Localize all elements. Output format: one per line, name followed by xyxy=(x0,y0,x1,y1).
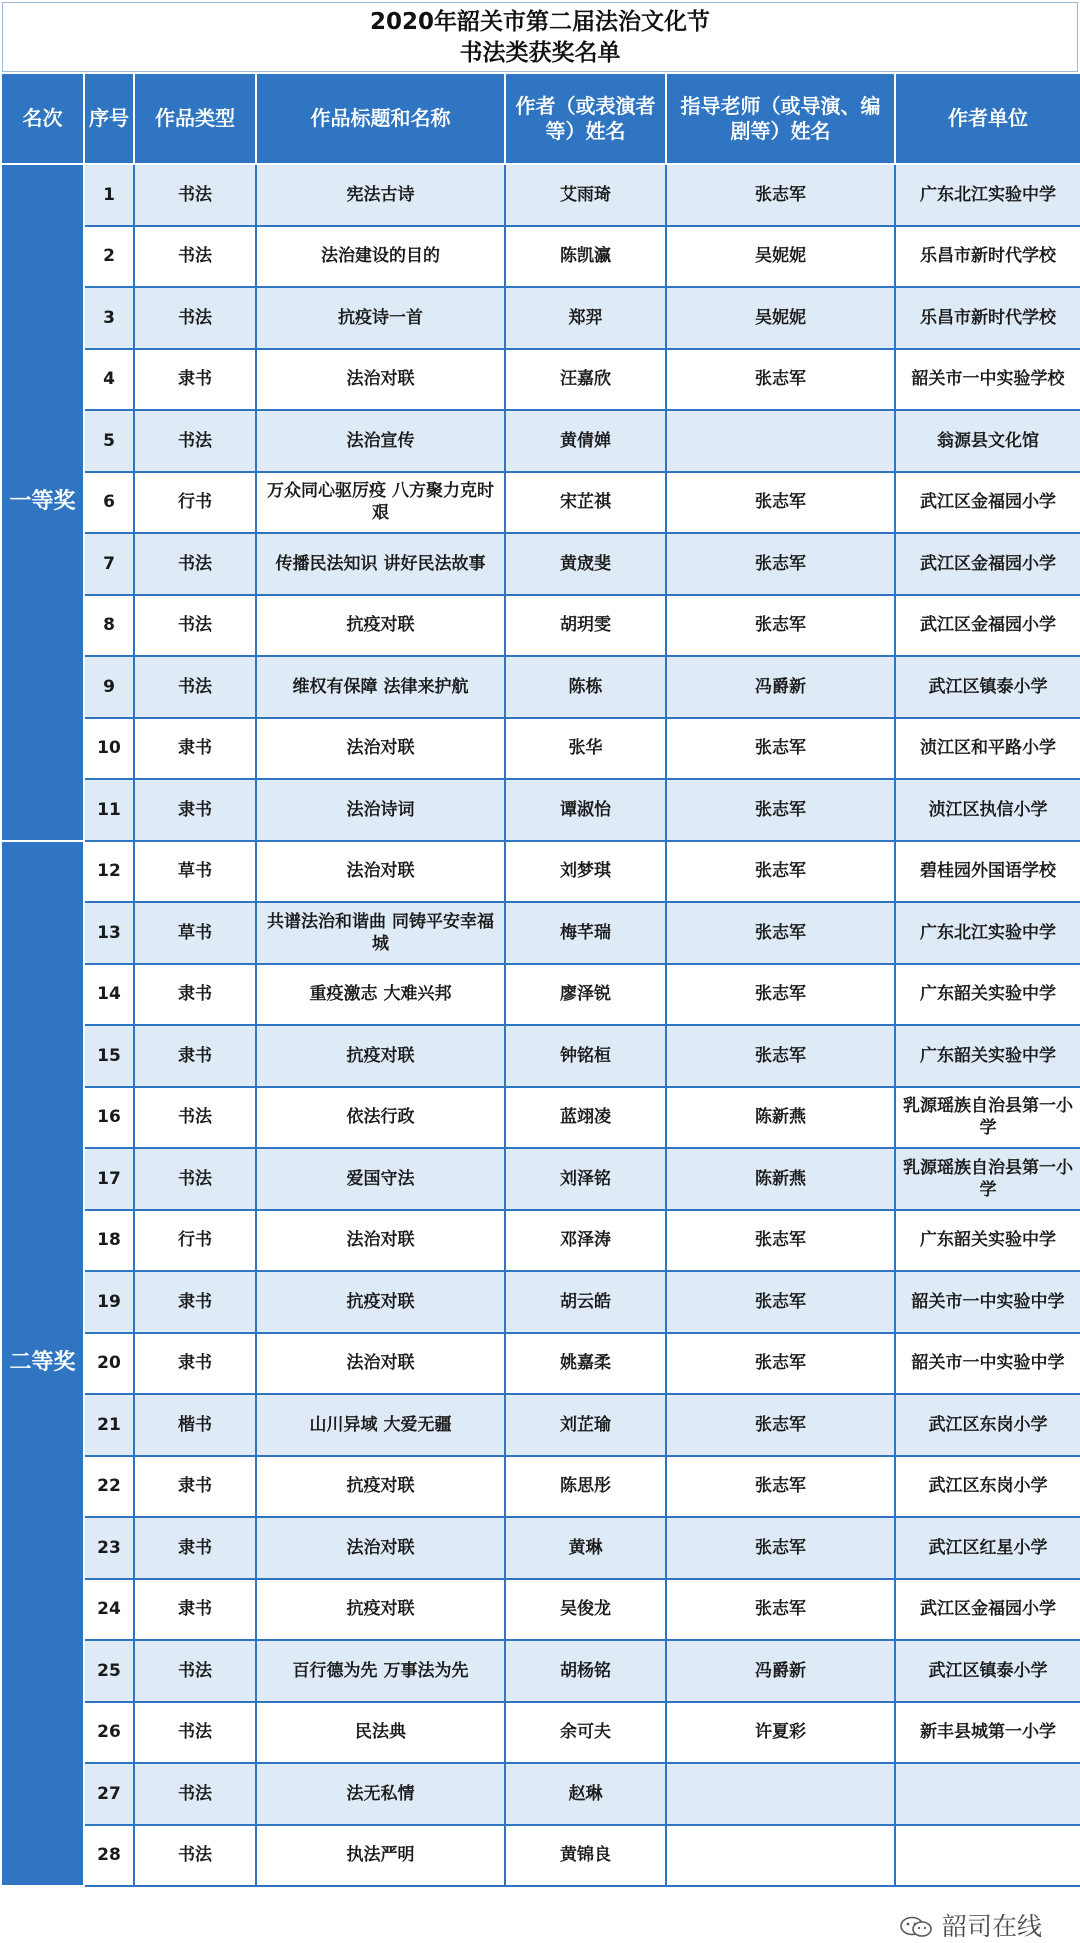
work-type-cell: 隶书 xyxy=(134,1456,256,1518)
work-title-cell: 法治宣传 xyxy=(256,410,505,472)
author-unit-cell: 韶关市一中实验中学 xyxy=(895,1271,1080,1333)
author-name-cell: 廖泽锐 xyxy=(505,964,666,1026)
work-title-cell: 重疫激志 大难兴邦 xyxy=(256,964,505,1026)
work-type-cell: 隶书 xyxy=(134,718,256,780)
title-box xyxy=(2,2,1078,72)
row-number-cell: 6 xyxy=(84,472,134,534)
author-name-cell: 蓝翊凌 xyxy=(505,1087,666,1149)
header-teacher: 指导老师（或导演、编剧等）姓名 xyxy=(666,73,895,164)
teacher-name-cell: 张志军 xyxy=(666,1456,895,1518)
author-name-cell: 谭淑怡 xyxy=(505,779,666,841)
header-type: 作品类型 xyxy=(134,73,256,164)
author-unit-cell: 武江区金福园小学 xyxy=(895,595,1080,657)
table-row xyxy=(1,1825,1080,1887)
table-row xyxy=(1,1394,1080,1456)
table-row xyxy=(1,164,1080,226)
author-unit-cell: 翁源县文化馆 xyxy=(895,410,1080,472)
row-number-cell: 7 xyxy=(84,533,134,595)
row-number-cell: 27 xyxy=(84,1763,134,1825)
work-type-cell: 行书 xyxy=(134,472,256,534)
work-title-cell: 抗疫对联 xyxy=(256,1271,505,1333)
teacher-name-cell: 张志军 xyxy=(666,1271,895,1333)
author-unit-cell: 新丰县城第一小学 xyxy=(895,1702,1080,1764)
work-title-cell: 执法严明 xyxy=(256,1825,505,1887)
row-number-cell: 3 xyxy=(84,287,134,349)
author-name-cell: 陈栋 xyxy=(505,656,666,718)
row-number-cell: 24 xyxy=(84,1579,134,1641)
work-type-cell: 书法 xyxy=(134,1763,256,1825)
work-type-cell: 草书 xyxy=(134,902,256,964)
teacher-name-cell xyxy=(666,410,895,472)
author-name-cell: 艾雨琦 xyxy=(505,164,666,226)
author-name-cell: 刘芷瑜 xyxy=(505,1394,666,1456)
work-title-cell: 抗疫对联 xyxy=(256,1456,505,1518)
author-unit-cell: 乐昌市新时代学校 xyxy=(895,287,1080,349)
work-title-cell: 抗疫诗一首 xyxy=(256,287,505,349)
table-row xyxy=(1,656,1080,718)
table-row xyxy=(1,349,1080,411)
table-row xyxy=(1,1333,1080,1395)
work-title-cell: 法治对联 xyxy=(256,1333,505,1395)
table-row xyxy=(1,226,1080,288)
author-unit-cell: 武江区东岗小学 xyxy=(895,1394,1080,1456)
rank-cell: 二等奖 xyxy=(1,841,84,1887)
work-title-cell: 共谱法治和谐曲 同铸平安幸福城 xyxy=(256,902,505,964)
teacher-name-cell: 张志军 xyxy=(666,1025,895,1087)
row-number-cell: 20 xyxy=(84,1333,134,1395)
row-number-cell: 13 xyxy=(84,902,134,964)
author-name-cell: 胡云皓 xyxy=(505,1271,666,1333)
teacher-name-cell: 张志军 xyxy=(666,779,895,841)
author-unit-cell: 武江区金福园小学 xyxy=(895,533,1080,595)
row-number-cell: 2 xyxy=(84,226,134,288)
award-table xyxy=(0,72,1080,1887)
work-type-cell: 书法 xyxy=(134,656,256,718)
work-title-cell: 法治对联 xyxy=(256,1210,505,1272)
header-title: 作品标题和名称 xyxy=(256,73,505,164)
author-unit-cell: 碧桂园外国语学校 xyxy=(895,841,1080,903)
page-subtitle: 书法类获奖名单 xyxy=(459,40,621,66)
row-number-cell: 9 xyxy=(84,656,134,718)
author-name-cell: 吴俊龙 xyxy=(505,1579,666,1641)
row-number-cell: 8 xyxy=(84,595,134,657)
author-name-cell: 胡玥雯 xyxy=(505,595,666,657)
author-unit-cell: 广东韶关实验中学 xyxy=(895,964,1080,1026)
author-unit-cell xyxy=(895,1825,1080,1887)
teacher-name-cell: 吴妮妮 xyxy=(666,287,895,349)
row-number-cell: 1 xyxy=(84,164,134,226)
work-title-cell: 万众同心驱厉疫 八方聚力克时艰 xyxy=(256,472,505,534)
author-unit-cell: 广东韶关实验中学 xyxy=(895,1025,1080,1087)
header-rank: 名次 xyxy=(1,73,84,164)
author-unit-cell: 武江区金福园小学 xyxy=(895,472,1080,534)
row-number-cell: 26 xyxy=(84,1702,134,1764)
teacher-name-cell: 吴妮妮 xyxy=(666,226,895,288)
teacher-name-cell: 陈新燕 xyxy=(666,1087,895,1149)
teacher-name-cell: 张志军 xyxy=(666,533,895,595)
row-number-cell: 4 xyxy=(84,349,134,411)
work-type-cell: 行书 xyxy=(134,1210,256,1272)
header-unit: 作者单位 xyxy=(895,73,1080,164)
table-row xyxy=(1,1025,1080,1087)
work-title-cell: 宪法古诗 xyxy=(256,164,505,226)
table-row xyxy=(1,533,1080,595)
table-row xyxy=(1,1148,1080,1210)
author-unit-cell: 浈江区和平路小学 xyxy=(895,718,1080,780)
teacher-name-cell: 冯爵新 xyxy=(666,656,895,718)
table-row xyxy=(1,841,1080,903)
work-type-cell: 隶书 xyxy=(134,1579,256,1641)
author-unit-cell: 乳源瑶族自治县第一小学 xyxy=(895,1148,1080,1210)
work-type-cell: 书法 xyxy=(134,1702,256,1764)
author-name-cell: 郑羿 xyxy=(505,287,666,349)
teacher-name-cell: 张志军 xyxy=(666,1517,895,1579)
author-name-cell: 黄倩婵 xyxy=(505,410,666,472)
work-title-cell: 法无私情 xyxy=(256,1763,505,1825)
work-title-cell: 维权有保障 法律来护航 xyxy=(256,656,505,718)
table-row xyxy=(1,287,1080,349)
author-unit-cell: 乐昌市新时代学校 xyxy=(895,226,1080,288)
author-name-cell: 刘梦琪 xyxy=(505,841,666,903)
work-type-cell: 隶书 xyxy=(134,964,256,1026)
work-title-cell: 传播民法知识 讲好民法故事 xyxy=(256,533,505,595)
work-type-cell: 书法 xyxy=(134,533,256,595)
work-type-cell: 隶书 xyxy=(134,1025,256,1087)
watermark xyxy=(898,1913,1042,1941)
teacher-name-cell: 张志军 xyxy=(666,1333,895,1395)
rank-cell: 一等奖 xyxy=(1,164,84,841)
author-unit-cell: 广东北江实验中学 xyxy=(895,164,1080,226)
author-name-cell: 汪嘉欣 xyxy=(505,349,666,411)
work-type-cell: 草书 xyxy=(134,841,256,903)
work-title-cell: 山川异域 大爱无疆 xyxy=(256,1394,505,1456)
work-type-cell: 书法 xyxy=(134,1825,256,1887)
author-name-cell: 黄锦良 xyxy=(505,1825,666,1887)
table-row xyxy=(1,1210,1080,1272)
page-title: 2020年韶关市第二届法治文化节 xyxy=(369,9,710,35)
author-name-cell: 陈思彤 xyxy=(505,1456,666,1518)
row-number-cell: 21 xyxy=(84,1394,134,1456)
table-row xyxy=(1,1702,1080,1764)
teacher-name-cell: 张志军 xyxy=(666,841,895,903)
work-title-cell: 法治诗词 xyxy=(256,779,505,841)
author-unit-cell: 广东北江实验中学 xyxy=(895,902,1080,964)
author-name-cell: 钟铭桓 xyxy=(505,1025,666,1087)
teacher-name-cell: 陈新燕 xyxy=(666,1148,895,1210)
work-title-cell: 依法行政 xyxy=(256,1087,505,1149)
work-type-cell: 书法 xyxy=(134,1640,256,1702)
teacher-name-cell: 张志军 xyxy=(666,349,895,411)
teacher-name-cell: 张志军 xyxy=(666,964,895,1026)
work-type-cell: 楷书 xyxy=(134,1394,256,1456)
work-type-cell: 书法 xyxy=(134,410,256,472)
teacher-name-cell: 许夏彩 xyxy=(666,1702,895,1764)
work-type-cell: 书法 xyxy=(134,164,256,226)
table-row xyxy=(1,1640,1080,1702)
table-row xyxy=(1,779,1080,841)
author-name-cell: 胡杨铭 xyxy=(505,1640,666,1702)
work-title-cell: 抗疫对联 xyxy=(256,595,505,657)
author-unit-cell: 武江区镇泰小学 xyxy=(895,656,1080,718)
author-unit-cell: 武江区镇泰小学 xyxy=(895,1640,1080,1702)
work-title-cell: 法治对联 xyxy=(256,841,505,903)
author-name-cell: 姚嘉柔 xyxy=(505,1333,666,1395)
author-name-cell: 邓泽涛 xyxy=(505,1210,666,1272)
row-number-cell: 23 xyxy=(84,1517,134,1579)
table-row xyxy=(1,1579,1080,1641)
author-unit-cell: 韶关市一中实验中学 xyxy=(895,1333,1080,1395)
author-unit-cell: 乳源瑶族自治县第一小学 xyxy=(895,1087,1080,1149)
table-row xyxy=(1,1087,1080,1149)
author-unit-cell: 武江区东岗小学 xyxy=(895,1456,1080,1518)
teacher-name-cell: 张志军 xyxy=(666,164,895,226)
work-type-cell: 书法 xyxy=(134,226,256,288)
work-type-cell: 隶书 xyxy=(134,1271,256,1333)
author-name-cell: 余可夫 xyxy=(505,1702,666,1764)
row-number-cell: 11 xyxy=(84,779,134,841)
table-row xyxy=(1,718,1080,780)
work-type-cell: 书法 xyxy=(134,595,256,657)
teacher-name-cell: 张志军 xyxy=(666,472,895,534)
row-number-cell: 12 xyxy=(84,841,134,903)
row-number-cell: 18 xyxy=(84,1210,134,1272)
teacher-name-cell: 张志军 xyxy=(666,595,895,657)
header-author: 作者（或表演者等）姓名 xyxy=(505,73,666,164)
table-row xyxy=(1,1763,1080,1825)
work-type-cell: 隶书 xyxy=(134,1333,256,1395)
author-unit-cell: 广东韶关实验中学 xyxy=(895,1210,1080,1272)
work-title-cell: 民法典 xyxy=(256,1702,505,1764)
author-unit-cell: 韶关市一中实验学校 xyxy=(895,349,1080,411)
work-type-cell: 隶书 xyxy=(134,1517,256,1579)
work-title-cell: 抗疫对联 xyxy=(256,1025,505,1087)
teacher-name-cell: 张志军 xyxy=(666,1579,895,1641)
row-number-cell: 14 xyxy=(84,964,134,1026)
author-name-cell: 赵琳 xyxy=(505,1763,666,1825)
author-name-cell: 黄宬斐 xyxy=(505,533,666,595)
author-name-cell: 刘泽铭 xyxy=(505,1148,666,1210)
row-number-cell: 19 xyxy=(84,1271,134,1333)
row-number-cell: 15 xyxy=(84,1025,134,1087)
row-number-cell: 25 xyxy=(84,1640,134,1702)
row-number-cell: 10 xyxy=(84,718,134,780)
wechat-icon xyxy=(898,1916,936,1938)
work-type-cell: 书法 xyxy=(134,1087,256,1149)
row-number-cell: 5 xyxy=(84,410,134,472)
teacher-name-cell: 张志军 xyxy=(666,902,895,964)
table-header-row xyxy=(1,73,1080,164)
teacher-name-cell: 张志军 xyxy=(666,1394,895,1456)
work-title-cell: 法治建设的目的 xyxy=(256,226,505,288)
work-title-cell: 抗疫对联 xyxy=(256,1579,505,1641)
header-no: 序号 xyxy=(84,73,134,164)
work-type-cell: 隶书 xyxy=(134,349,256,411)
table-row xyxy=(1,410,1080,472)
teacher-name-cell xyxy=(666,1825,895,1887)
work-type-cell: 书法 xyxy=(134,1148,256,1210)
author-unit-cell: 武江区红星小学 xyxy=(895,1517,1080,1579)
work-type-cell: 书法 xyxy=(134,287,256,349)
author-name-cell: 宋芷祺 xyxy=(505,472,666,534)
teacher-name-cell: 冯爵新 xyxy=(666,1640,895,1702)
author-unit-cell: 浈江区执信小学 xyxy=(895,779,1080,841)
teacher-name-cell: 张志军 xyxy=(666,1210,895,1272)
table-row xyxy=(1,1271,1080,1333)
author-name-cell: 黄琳 xyxy=(505,1517,666,1579)
author-unit-cell xyxy=(895,1763,1080,1825)
row-number-cell: 22 xyxy=(84,1456,134,1518)
teacher-name-cell: 张志军 xyxy=(666,718,895,780)
table-row xyxy=(1,595,1080,657)
author-name-cell: 梅芊瑞 xyxy=(505,902,666,964)
table-row xyxy=(1,472,1080,534)
teacher-name-cell xyxy=(666,1763,895,1825)
work-title-cell: 法治对联 xyxy=(256,349,505,411)
author-name-cell: 张华 xyxy=(505,718,666,780)
watermark-text: 韶司在线 xyxy=(941,1912,1042,1941)
row-number-cell: 28 xyxy=(84,1825,134,1887)
table-row xyxy=(1,902,1080,964)
work-title-cell: 法治对联 xyxy=(256,718,505,780)
row-number-cell: 16 xyxy=(84,1087,134,1149)
work-type-cell: 隶书 xyxy=(134,779,256,841)
row-number-cell: 17 xyxy=(84,1148,134,1210)
work-title-cell: 法治对联 xyxy=(256,1517,505,1579)
table-row xyxy=(1,1517,1080,1579)
work-title-cell: 百行德为先 万事法为先 xyxy=(256,1640,505,1702)
table-body xyxy=(1,164,1080,1886)
author-unit-cell: 武江区金福园小学 xyxy=(895,1579,1080,1641)
table-row xyxy=(1,1456,1080,1518)
author-name-cell: 陈凯瀛 xyxy=(505,226,666,288)
table-row xyxy=(1,964,1080,1026)
work-title-cell: 爱国守法 xyxy=(256,1148,505,1210)
